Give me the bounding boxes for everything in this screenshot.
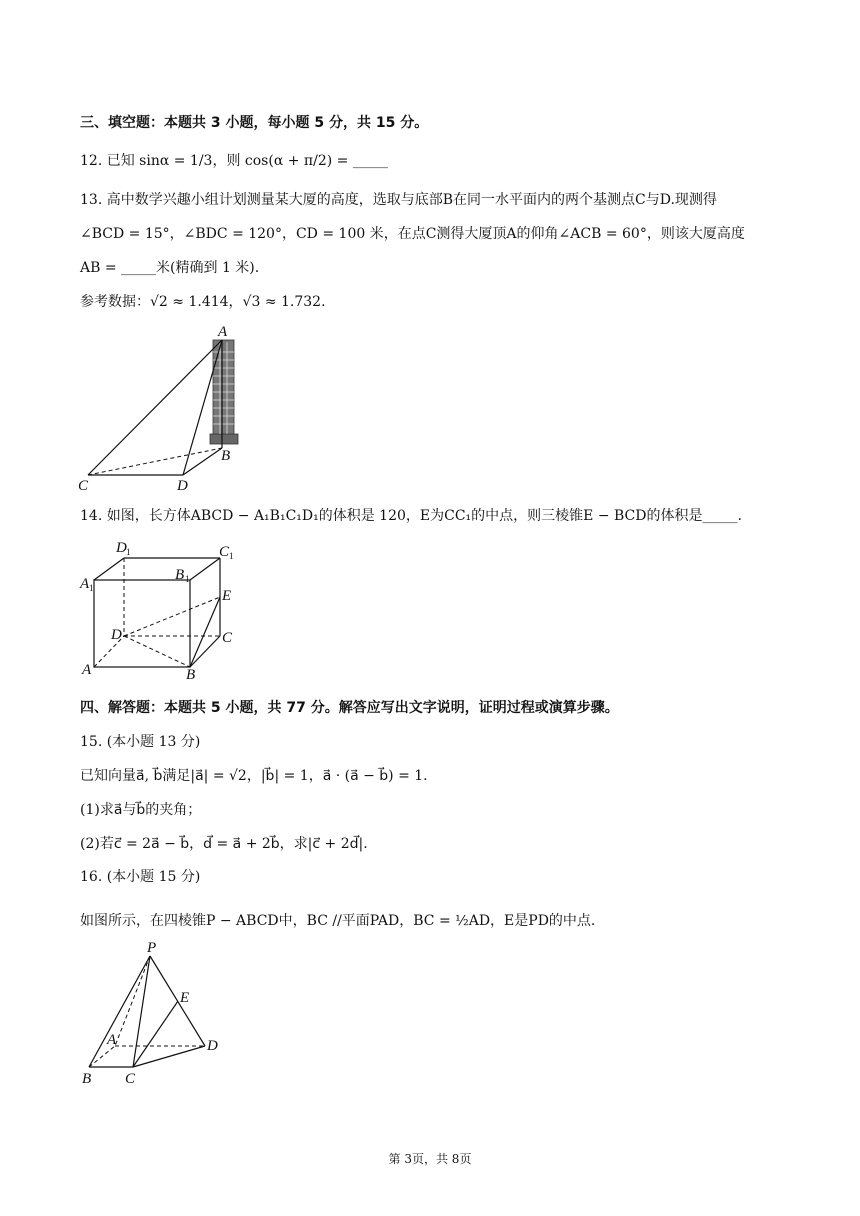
question-15-part-1: (1)求a⃗与b⃗的夹角； bbox=[80, 802, 202, 818]
question-15-title: 15. (本小题 13 分) bbox=[80, 734, 201, 750]
page-footer: 第 3页，共 8页 bbox=[388, 1152, 472, 1166]
question-13-reference-data: 参考数据：√2 ≈ 1.414，√3 ≈ 1.732. bbox=[80, 294, 326, 310]
question-16-stem: 如图所示，在四棱锥P − ABCD中，BC //平面PAD，BC = ½AD，E是PD的中点. bbox=[80, 913, 596, 929]
label-D: D bbox=[177, 478, 188, 494]
label-C: C bbox=[78, 478, 89, 494]
label-B: B bbox=[186, 667, 196, 682]
label-E: E bbox=[222, 588, 232, 604]
label-D: D bbox=[111, 627, 122, 643]
question-13-line-2: ∠BCD = 15°，∠BDC = 120°，CD = 100 米，在点C测得大厦顶A的仰角∠ACB = 60°，则该大厦高度 bbox=[80, 226, 745, 242]
label-C: C bbox=[125, 1071, 136, 1087]
label-C1: C bbox=[219, 544, 230, 560]
label-A: A bbox=[218, 324, 228, 340]
cuboid-figure bbox=[75, 538, 245, 682]
label-P: P bbox=[147, 940, 157, 956]
label-C1-sub: 1 bbox=[229, 551, 234, 561]
question-13-line-3: AB = _____米(精确到 1 米). bbox=[80, 260, 260, 276]
question-14: 14. 如图，长方体ABCD − A₁B₁C₁D₁的体积是 120，E为CC₁的中点，则三棱锥E − BCD的体积是_____. bbox=[80, 508, 742, 524]
label-B1: B bbox=[175, 567, 185, 583]
label-D1: D bbox=[116, 540, 127, 556]
label-D1-sub: 1 bbox=[126, 547, 131, 557]
answer-section-heading: 四、解答题：本题共 5 小题，共 77 分。解答应写出文字说明，证明过程或演算步骤。 bbox=[80, 700, 619, 716]
label-A1: A bbox=[80, 576, 90, 592]
question-16-title: 16. (本小题 15 分) bbox=[80, 869, 201, 885]
question-13-line-1: 13. 高中数学兴趣小组计划测量某大厦的高度，选取与底部B在同一水平面内的两个基测点C与D.现测得 bbox=[80, 192, 717, 208]
label-D: D bbox=[207, 1038, 218, 1054]
label-E: E bbox=[180, 990, 190, 1006]
label-C: C bbox=[222, 630, 233, 646]
question-12: 12. 已知 sinα = 1/3，则 cos(α + π/2) = _____ bbox=[80, 153, 388, 169]
fill-blank-section-heading: 三、填空题：本题共 3 小题，每小题 5 分，共 15 分。 bbox=[80, 115, 429, 131]
label-A: A bbox=[107, 1032, 117, 1048]
label-B: B bbox=[221, 448, 231, 464]
label-A1-sub: 1 bbox=[89, 583, 94, 593]
label-B: B bbox=[82, 1071, 92, 1087]
pyramid-figure bbox=[75, 940, 235, 1090]
label-B1-sub: 1 bbox=[185, 574, 190, 584]
label-A: A bbox=[82, 662, 92, 678]
question-15-part-2: (2)若c⃗ = 2a⃗ − b⃗，d⃗ = a⃗ + 2b⃗，求|c⃗ + 2d⃗|. bbox=[80, 836, 368, 852]
building-triangle-figure bbox=[75, 322, 250, 494]
question-15-stem: 已知向量a⃗, b⃗满足|a⃗| = √2，|b⃗| = 1，a⃗ · (a⃗ − b⃗) = 1. bbox=[80, 768, 428, 784]
